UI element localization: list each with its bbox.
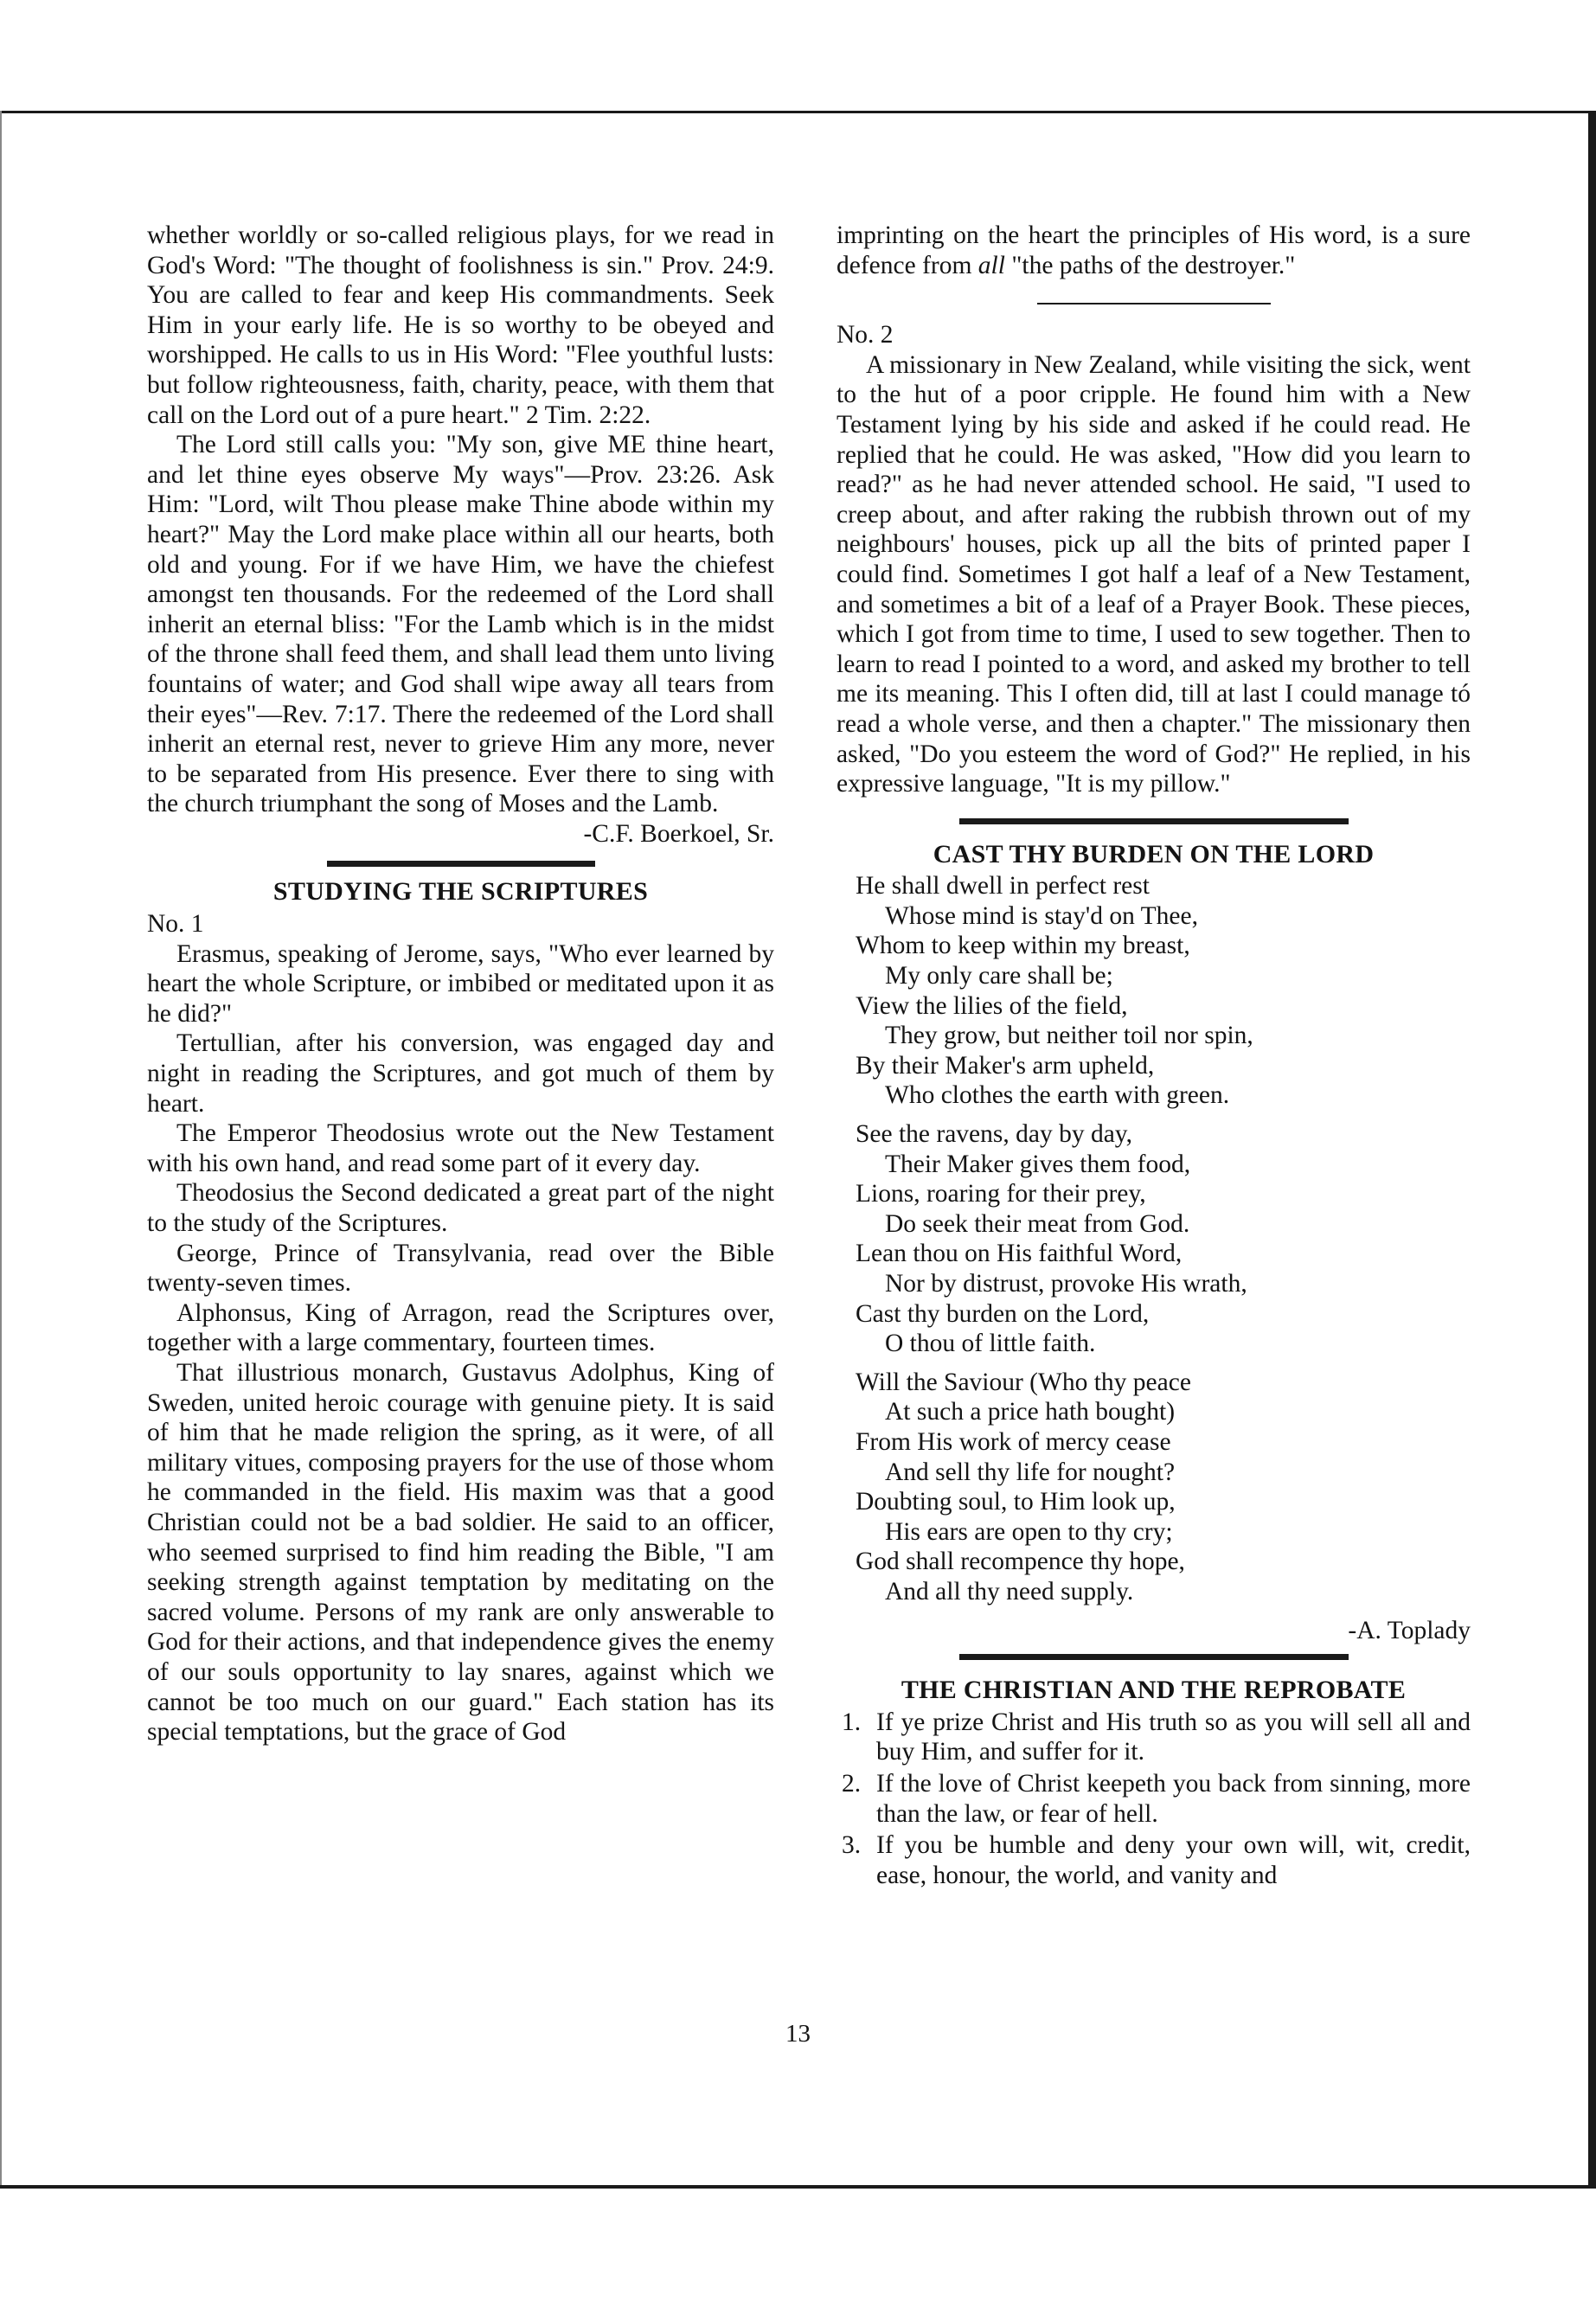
list-item-number: 1. [842,1708,862,1736]
section-divider [327,861,595,867]
studying-paragraph: The Emperor Theodosius wrote out the New Testament with his own hand, and read some part of it every day. [147,1119,774,1177]
continuation-text-end: "the paths of the destroyer." [1004,251,1296,279]
poem-line: Whom to keep within my breast, [856,932,1190,960]
poem-title: CAST THY BURDEN ON THE LORD [933,839,1375,868]
poem-author: -A. Toplady [1348,1616,1471,1644]
studying-paragraph: Erasmus, speaking of Jerome, says, "Who ever learned by heart the whole Scripture, or imbibed or meditated upon it as he did?" [147,939,774,1028]
article-continuation-paragraph: whether worldly or so-called religious plays, for we read in God's Word: "The thought of foolishness is sin." Prov. 24:9. You are called to fear and keep His commandments. Seek Him in your early life. He is so worthy to be obeyed and worshipped. He calls to us in His Word: "Flee youthful lusts: but follow righteousness, faith, charity, peace, with them that call on the Lord out of a pure heart." 2 Tim. 2:22. [147,221,774,429]
list-item-number: 3. [842,1831,862,1860]
article-paragraph: The Lord still calls you: "My son, give ME thine heart, and let thine eyes observe My ways"—Prov. 23:26. Ask Him: "Lord, wilt Thou please make Thine abode within my heart?" May the Lord make place within all our hearts, both old and young. For if we have Him, we have the chiefest amongst ten thousands. For the redeemed of the Lord shall inherit an eternal bliss: "For the Lamb which is in the midst of the throne shall feed them, and shall lead them unto living fountains of water; and God shall wipe away all tears from their eyes"—Rev. 7:17. There the redeemed of the Lord shall inherit an eternal rest, never to grieve Him any more, never to be separated from His presence. Ever there to sing with the church triumphant the song of Moses and the Lamb. [147,431,774,818]
poem-body [856,871,1471,1606]
poem-line: Will the Saviour (Who thy peace [856,1368,1191,1396]
section-divider [959,818,1349,824]
section-title-christian-reprobate: THE CHRISTIAN AND THE REPROBATE [901,1676,1407,1705]
studying-paragraph: Alphonsus, King of Arragon, read the Scriptures over, together with a large commentary, fourteen times. [147,1298,774,1357]
poem-line: Doubting soul, to Him look up, [856,1488,1176,1516]
list-item [836,1830,1471,1890]
continuation-emphasis: all [977,251,1005,279]
poem-line: By their Maker's arm upheld, [856,1051,1155,1080]
studying-paragraph: George, Prince of Transylvania, read over the Bible twenty-seven times. [147,1239,774,1298]
list-item [836,1708,1471,1767]
poem-line: My only care shall be; [885,962,1113,990]
poem-line: Lions, roaring for their prey, [856,1180,1146,1208]
list-item-number: 2. [842,1769,862,1798]
poem-line: And all thy need supply. [885,1577,1134,1606]
poem-line: Who clothes the earth with green. [885,1081,1230,1110]
poem-stanza [856,871,1471,1111]
section-title-studying-scriptures: STUDYING THE SCRIPTURES [272,877,649,907]
poem-line: At such a price hath bought) [885,1398,1176,1426]
thin-divider [1037,303,1271,304]
left-column [147,221,774,1747]
page-frame-bottom [0,2185,1596,2189]
studying-paragraph: Tertullian, after his conversion, was engaged day and night in reading the Scriptures, and got much of them by heart. [147,1029,774,1118]
poem-line: From His work of mercy cease [856,1427,1171,1456]
list-item-text: If you be humble and deny your own will, wit, credit, ease, honour, the world, and vanity and [876,1831,1471,1889]
poem-line: Whose mind is stay'd on Thee, [885,901,1198,930]
right-column [836,221,1471,1892]
poem-line: And sell thy life for nought? [885,1458,1176,1486]
studying-paragraph: That illustrious monarch, Gustavus Adolphus, King of Sweden, united heroic courage with genuine piety. It is said of him that he made religion the spring, as it were, of all military vitues, composing prayers for the use of those whom he commanded in the field. His maxim was that a good Christian could not be a bad soldier. He said to an officer, who seemed surprised to find him reading the Bible, "I am seeking strength against temptation by meditating on the sacred volume. Persons of my rank are only answerable to God for their actions, and that independence gives the enemy of our souls opportunity to lay snares, against which we cannot be too much on our guard." Each station has its special temptations, but the grace of God [147,1358,774,1747]
list-item-text: If the love of Christ keepeth you back from sinning, more than the law, or fear of hell. [876,1769,1471,1828]
section-label-no-1: No. 1 [147,910,204,939]
page-number: 13 [785,2020,811,2048]
poem-line: Nor by distrust, provoke His wrath, [885,1270,1247,1298]
reprobate-list [836,1708,1471,1891]
poem-stanza [856,1119,1471,1359]
page-frame-right [1588,111,1596,2189]
missionary-paragraph: A missionary in New Zealand, while visiting the sick, went to the hut of a poor cripple. He found him with a New Testament lying by his side and asked if he could read. He replied that he could. He was asked, "How did you learn to read?" as he had never attended school. He said, "I used to creep about, and after raking the rubbish thrown out of my neighbours' houses, pick up all the bits of printed paper I could find. Sometimes I got half a leaf of a New Testament, and sometimes a bit of a leaf of a Prayer Book. These pieces, which I got from time to time, I used to sew together. Then to learn to read I pointed to a word, and asked my brother to tell me its meaning. This I often did, till at last I could manage tó read a whole verse, and then a chapter." The missionary then asked, "Do you esteem the word of God?" He replied, in his expressive language, "It is my pillow." [836,350,1471,798]
page-frame-left [0,111,2,2189]
poem-line: He shall dwell in perfect rest [856,872,1150,901]
list-item-text: If ye prize Christ and His truth so as you will sell all and buy Him, and suffer for it. [876,1708,1471,1766]
page-frame-top [0,111,1596,113]
section-divider [959,1654,1349,1660]
studying-continuation-paragraph [836,221,1471,280]
continuation-text-start: imprinting on the heart the principles of His word, is a sure defence from [836,221,1471,279]
poem-line: See the ravens, day by day, [856,1120,1133,1149]
studying-paragraph: Theodosius the Second dedicated a great part of the night to the study of the Scriptures. [147,1179,774,1237]
poem-line: Their Maker gives them food, [885,1150,1191,1178]
poem-line: God shall recompence thy hope, [856,1548,1185,1576]
article-author: -C.F. Boerkoel, Sr. [583,819,774,848]
poem-stanza [856,1368,1471,1607]
poem-line: Do seek their meat from God. [885,1209,1190,1238]
poem-line: O thou of little faith. [885,1330,1096,1358]
poem-line: Cast thy burden on the Lord, [856,1299,1150,1328]
poem-line: His ears are open to thy cry; [885,1517,1173,1546]
list-item [836,1769,1471,1829]
section-label-no-2: No. 2 [836,321,894,349]
poem-line: Lean thou on His faithful Word, [856,1240,1183,1268]
poem-line: View the lilies of the field, [856,991,1128,1020]
poem-line: They grow, but neither toil nor spin, [885,1022,1253,1050]
